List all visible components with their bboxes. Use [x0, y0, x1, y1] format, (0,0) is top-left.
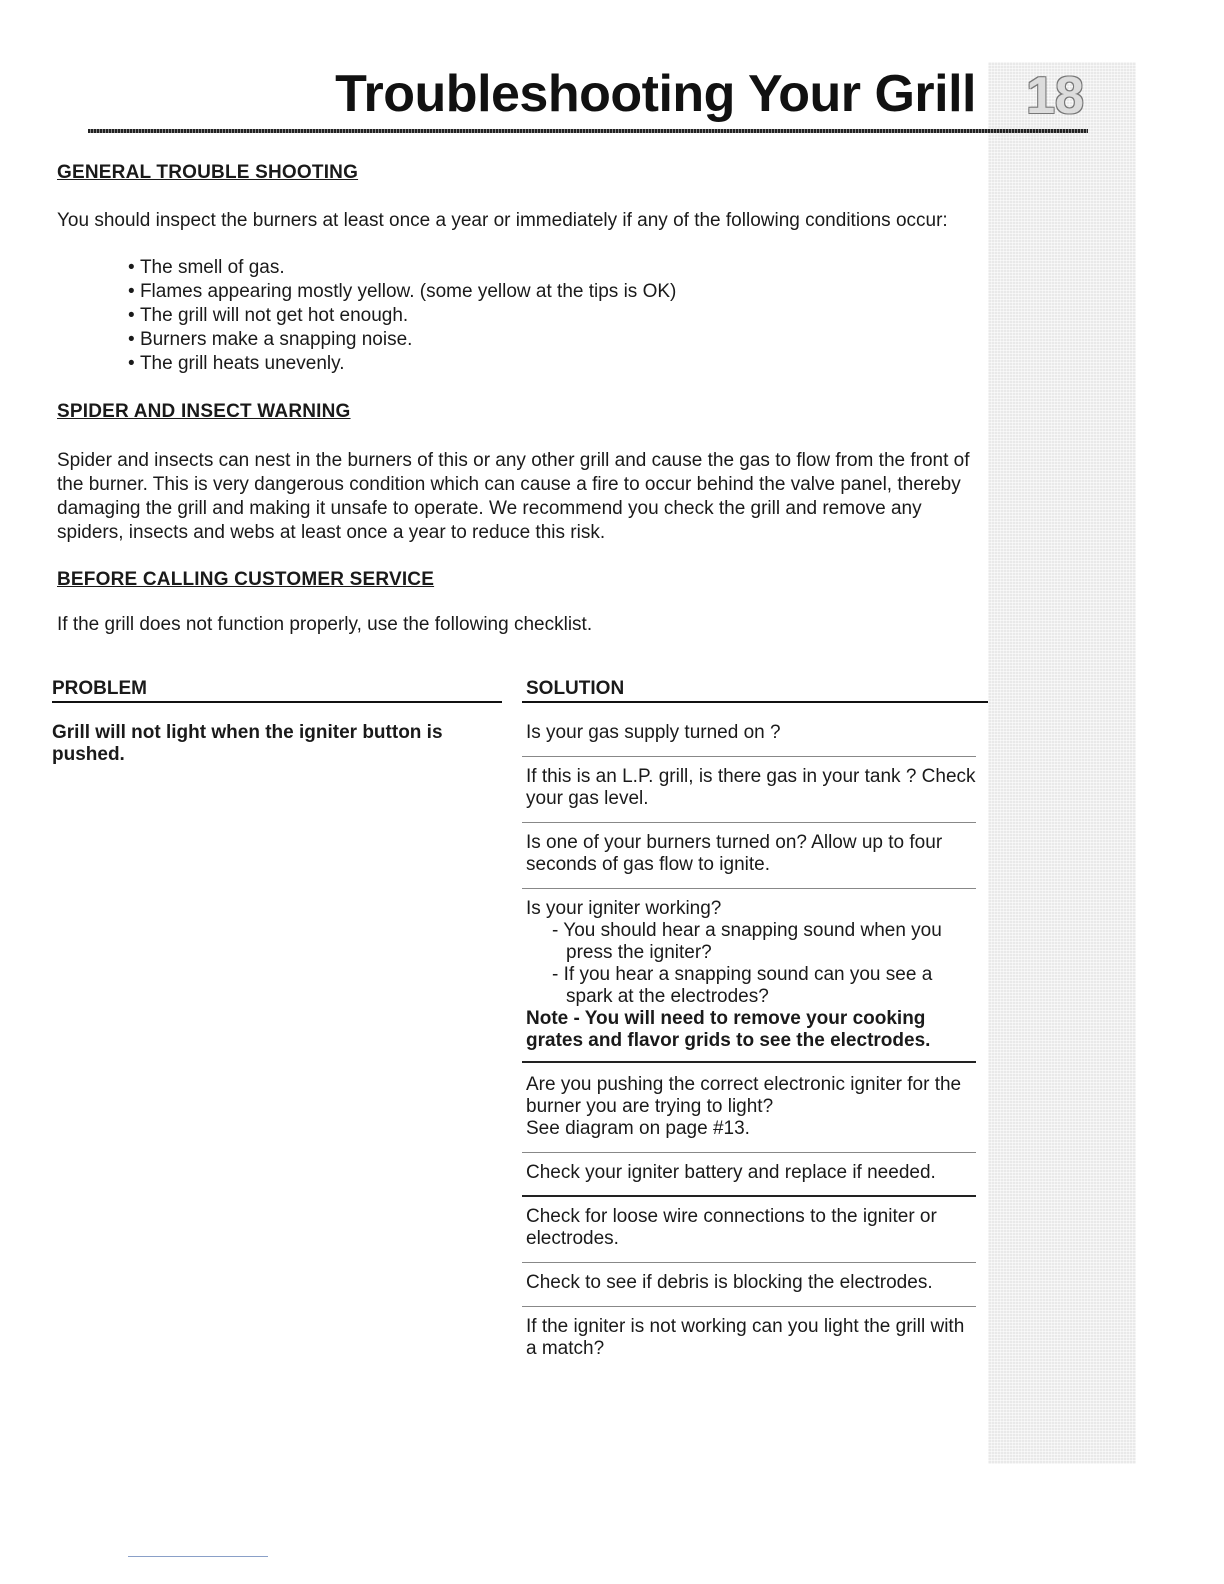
footer-rule: [128, 1556, 268, 1557]
row-divider: [522, 756, 976, 757]
solution-item: Check for loose wire connections to the igniter or electrodes.: [526, 1206, 937, 1249]
list-item: • Flames appearing mostly yellow. (some yellow at the tips is OK): [128, 280, 676, 304]
general-heading: GENERAL TROUBLE SHOOTING: [57, 162, 359, 183]
general-intro: You should inspect the burners at least once a year or immediately if any of the following conditions occur:: [57, 210, 948, 231]
solution-item: Check your igniter battery and replace if needed.: [526, 1162, 936, 1183]
spider-text: Spider and insects can nest in the burners of this or any other grill and cause the gas to flow from the front of the burner. This is very dangerous condition which can cause a fire to occur behind the valve panel, thereby damaging the grill and making it unsafe to operate. We recommend you check the grill and remove any spiders, insects and webs at least once a year to reduce this risk.: [57, 450, 970, 543]
solution-item: Is your gas supply turned on ?: [526, 722, 781, 743]
page-title: Troubleshooting Your Grill: [335, 65, 976, 123]
solution-item: If this is an L.P. grill, is there gas in your tank ? Check your gas level.: [526, 766, 976, 809]
page-number: 18: [1026, 67, 1084, 125]
spider-heading: SPIDER AND INSECT WARNING: [57, 401, 351, 422]
solution-note: Note - You will need to remove your cooking grates and flavor grids to see the electrodes.: [526, 1008, 931, 1051]
service-heading: BEFORE CALLING CUSTOMER SERVICE: [57, 569, 435, 590]
list-item: • The grill heats unevenly.: [128, 352, 676, 376]
solution-sub: - You should hear a snapping sound when you press the igniter?: [552, 920, 942, 963]
solution-item: [526, 1074, 976, 1140]
solution-item: Check to see if debris is blocking the electrodes.: [526, 1272, 933, 1293]
solution-main: Is your igniter working?: [526, 898, 722, 919]
solution-sub: - If you hear a snapping sound can you see a spark at the electrodes?: [552, 964, 933, 1007]
solution-line: Are you pushing the correct electronic igniter for the burner you are trying to light?: [526, 1074, 962, 1117]
problem-header: PROBLEM: [52, 678, 147, 699]
conditions-list: [128, 256, 676, 376]
row-divider: [522, 1195, 976, 1197]
row-divider: [522, 822, 976, 823]
list-item: • Burners make a snapping noise.: [128, 328, 676, 352]
list-item: • The grill will not get hot enough.: [128, 304, 676, 328]
row-divider: [522, 888, 976, 889]
title-rule: [88, 129, 1088, 133]
solution-header-rule: [522, 701, 988, 703]
solution-header: SOLUTION: [526, 678, 625, 699]
row-divider: [522, 1061, 976, 1063]
list-item: • The smell of gas.: [128, 256, 676, 280]
service-text: If the grill does not function properly, use the following checklist.: [57, 614, 593, 635]
problem-header-rule: [52, 701, 502, 703]
solution-line: See diagram on page #13.: [526, 1118, 750, 1139]
row-divider: [522, 1152, 976, 1153]
solution-item: If the igniter is not working can you light the grill with a match?: [526, 1316, 965, 1359]
solution-item: Is one of your burners turned on? Allow up to four seconds of gas flow to ignite.: [526, 832, 943, 875]
row-divider: [522, 1306, 976, 1307]
row-divider: [522, 1262, 976, 1263]
decorative-side-band: [988, 62, 1136, 1464]
problem-text: Grill will not light when the igniter button is pushed.: [52, 722, 443, 765]
solution-item: [526, 898, 976, 1052]
